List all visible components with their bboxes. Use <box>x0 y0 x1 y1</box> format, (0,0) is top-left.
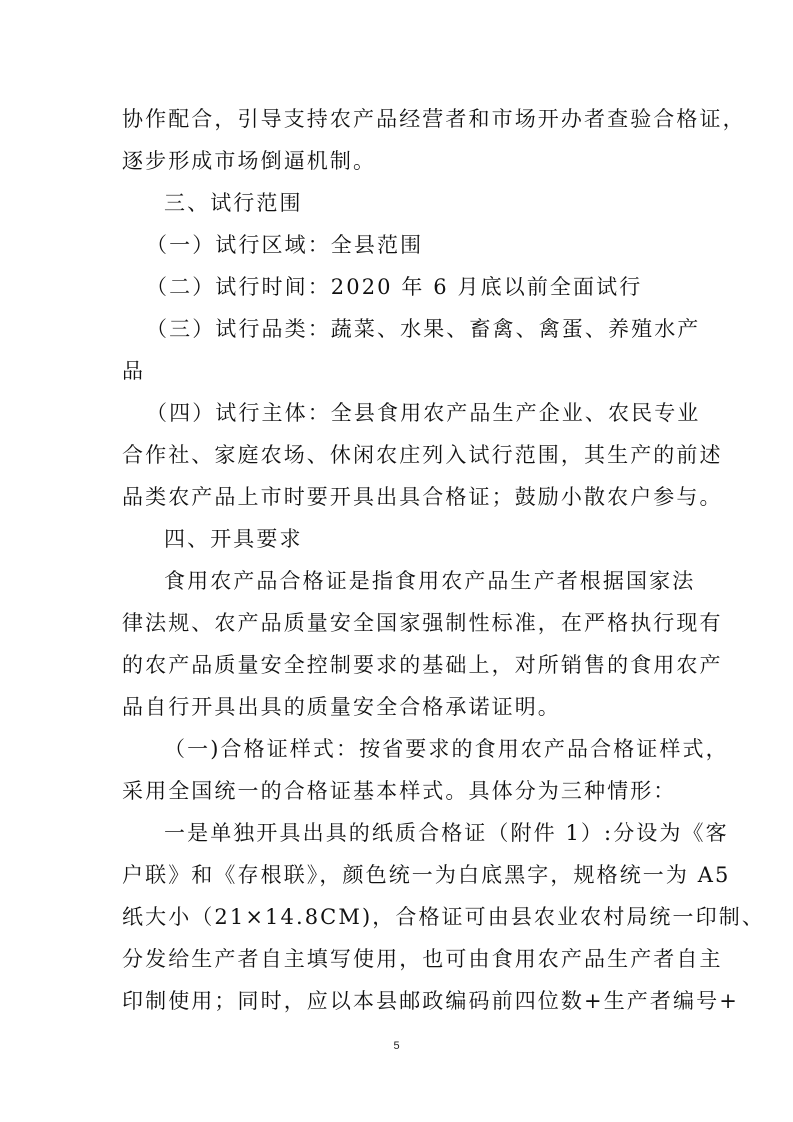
text-line-6: （三）试行品类：蔬菜、水果、畜禽、禽蛋、养殖水产 <box>146 317 701 341</box>
text-line-18: 一是单独开具出具的纸质合格证（附件 1）:分设为《客 <box>164 821 729 845</box>
page-number: 5 <box>393 1040 400 1052</box>
text-line-21: 分发给生产者自主填写使用，也可由食用农产品生产者自主 <box>122 947 723 971</box>
text-line-14: 的农产品质量安全控制要求的基础上，对所销售的食用农产 <box>122 653 723 677</box>
text-line-4: （一）试行区域：全县范围 <box>146 233 424 257</box>
text-line-20: 纸大小（21×14.8CM)，合格证可由县农业农村局统一印制、 <box>122 905 765 929</box>
text-line-15: 品自行开具出具的质量安全合格承诺证明。 <box>122 695 561 719</box>
text-line-22: 印制使用；同时，应以本县邮政编码前四位数+生产者编号+ <box>122 989 739 1013</box>
text-line-16: （一)合格证样式：按省要求的食用农产品合格证样式， <box>164 737 729 761</box>
text-line-12: 食用农产品合格证是指食用农产品生产者根据国家法 <box>164 569 696 593</box>
text-line-10: 品类农产品上市时要开具出具合格证；鼓励小散农户参与。 <box>122 485 723 509</box>
text-line-8: （四）试行主体：全县食用农产品生产企业、农民专业 <box>146 401 701 425</box>
section-heading-3: 三、试行范围 <box>164 191 303 215</box>
text-line-13: 律法规、农产品质量安全国家强制性标准，在严格执行现有 <box>122 611 723 635</box>
text-line-1: 协作配合，引导支持农产品经营者和市场开办者查验合格证， <box>122 107 746 131</box>
text-line-5: （二）试行时间：2020 年 6 月底以前全面试行 <box>146 275 643 299</box>
text-line-17: 采用全国统一的合格证基本样式。具体分为三种情形： <box>122 779 677 803</box>
text-line-19: 户联》和《存根联》，颜色统一为白底黑字，规格统一为 A5 <box>122 863 731 887</box>
section-heading-4: 四、开具要求 <box>164 527 303 551</box>
text-line-2: 逐步形成市场倒逼机制。 <box>122 149 377 173</box>
text-line-7: 品 <box>122 359 146 383</box>
text-line-9: 合作社、家庭农场、休闲农庄列入试行范围，其生产的前述 <box>122 443 723 467</box>
